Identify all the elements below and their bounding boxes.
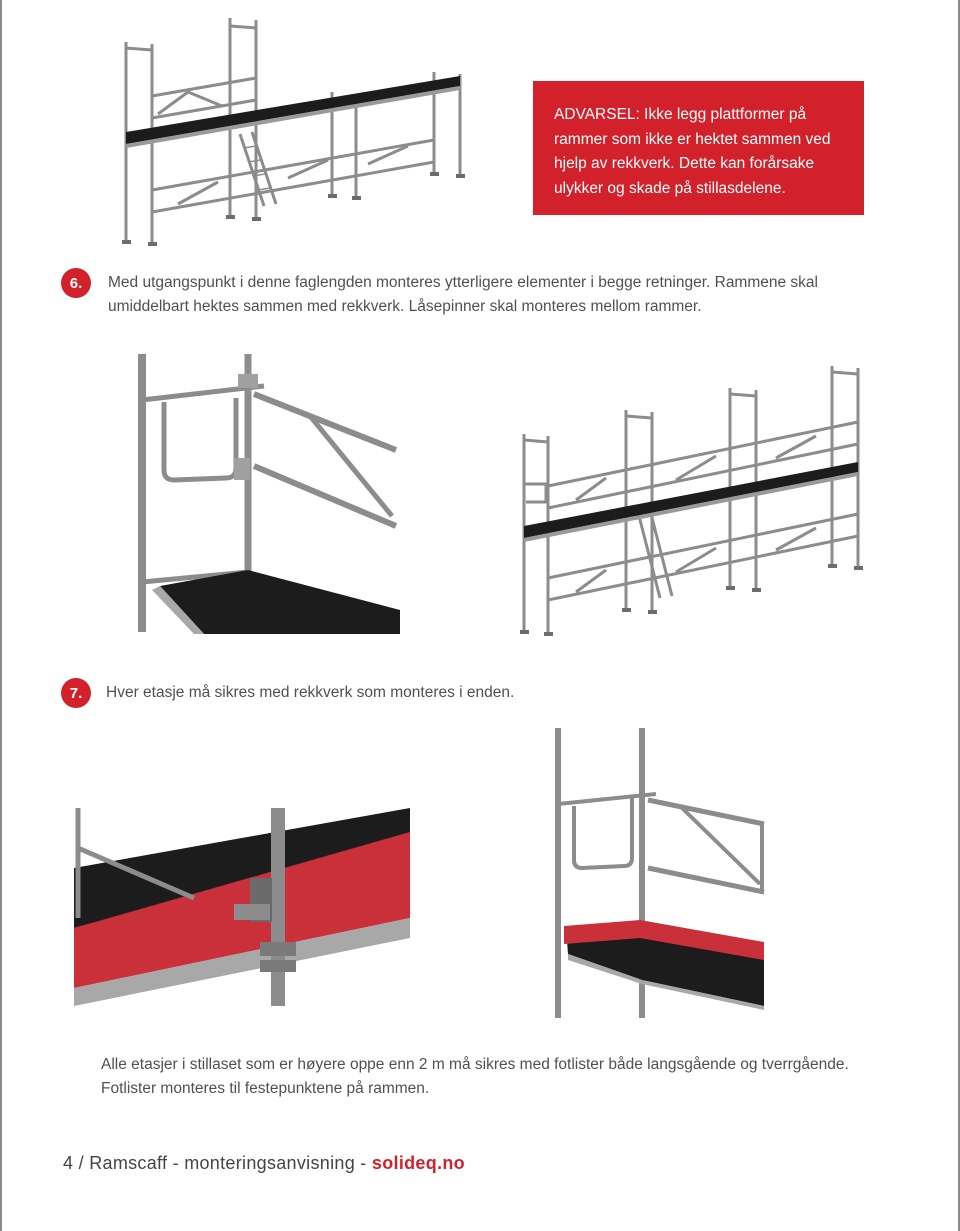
step-6-badge: 6. <box>61 268 91 298</box>
toeboard-note: Alle etasjer i stillaset som er høyere oppe enn 2 m må sikres med fotlister både langsgående og tverrgående. Fotlister monteres til festepunktene på rammen. <box>101 1056 849 1097</box>
brand-link[interactable]: solideq.no <box>371 1153 465 1173</box>
page-edge-left <box>0 0 2 1231</box>
warning-text: ADVARSEL: Ikke legg plattformer på rammer som ikke er hektet sammen ved hjelp av rekkverk. Dette kan forårsake ulykker og skade på stillasdelene. <box>554 106 831 197</box>
step-7-text: Hver etasje må sikres med rekkverk som monteres i enden. <box>106 684 515 701</box>
step-7-badge: 7. <box>61 678 91 708</box>
toeboard-closeup-illustration <box>74 808 410 1006</box>
page-footer <box>63 1153 465 1174</box>
end-guardrail-illustration <box>552 728 766 1020</box>
warning-box <box>533 81 864 215</box>
railing-hook-closeup-illustration <box>134 354 400 634</box>
document-title: Ramscaff - monteringsanvisning - <box>89 1153 372 1173</box>
page-number: 4 <box>63 1153 74 1173</box>
scaffold-section-illustration <box>118 14 470 250</box>
step-6-text: Med utgangspunkt i denne faglengden monteres ytterligere elementer i begge retninger. Rammene skal umiddelbart hektes sammen med rekkverk. Låsepinner skal monteres mellom rammer. <box>108 274 818 315</box>
footer-separator: / <box>73 1153 90 1173</box>
extended-scaffold-illustration <box>516 362 868 642</box>
